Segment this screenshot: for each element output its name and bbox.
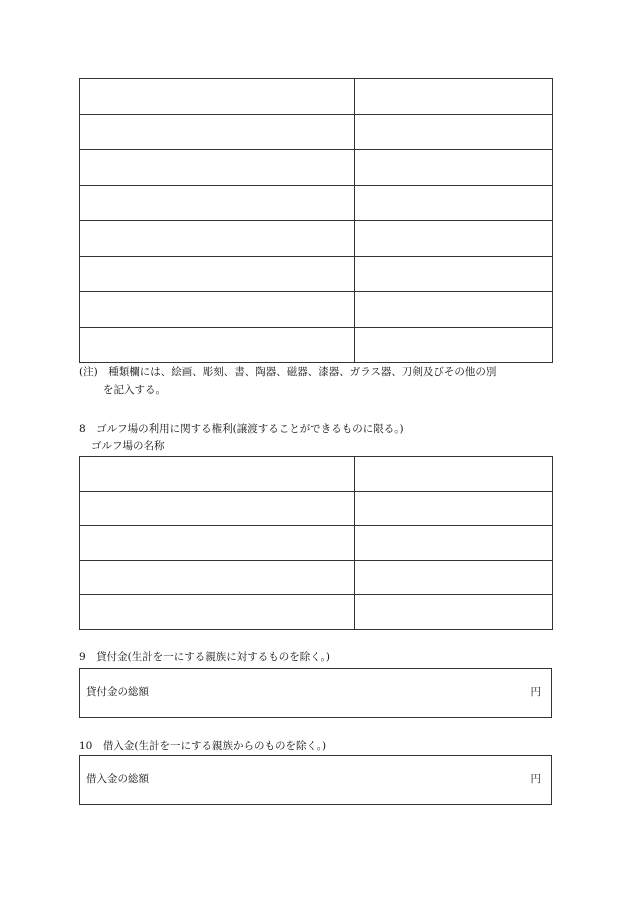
note-text-continued: を記入する。 — [103, 384, 166, 396]
table-cell[interactable] — [80, 114, 355, 150]
table-row — [80, 560, 553, 595]
table-cell[interactable] — [355, 79, 553, 115]
table-row — [80, 79, 553, 115]
table-cell[interactable] — [80, 457, 355, 492]
table-row — [80, 491, 553, 526]
loans-total-box[interactable] — [79, 668, 552, 718]
table-cell[interactable] — [355, 595, 553, 630]
table-row — [80, 595, 553, 630]
table-row — [80, 114, 553, 150]
table-cell[interactable] — [80, 185, 355, 221]
section-8-heading: 8 ゴルフ場の利用に関する権利(譲渡することができるものに限る。) — [79, 423, 404, 435]
note-text: (注) 種類欄には、絵画、彫刻、書、陶器、磁器、漆器、ガラス器、刀剣及びその他の別 — [79, 366, 497, 378]
table-cell[interactable] — [355, 526, 553, 561]
table-row — [80, 185, 553, 221]
table-row — [80, 150, 553, 186]
table-cell[interactable] — [80, 79, 355, 115]
yen-unit: 円 — [530, 773, 541, 785]
table-cell[interactable] — [355, 457, 553, 492]
golf-rights-table — [79, 456, 553, 630]
borrowings-total-label: 借入金の総額 — [86, 773, 149, 785]
table-cell[interactable] — [80, 595, 355, 630]
table-cell[interactable] — [80, 327, 355, 363]
loans-total-label: 貸付金の総額 — [86, 686, 149, 698]
table-row — [80, 292, 553, 328]
table-cell[interactable] — [355, 150, 553, 186]
table-cell[interactable] — [355, 185, 553, 221]
table-row — [80, 457, 553, 492]
yen-unit: 円 — [530, 686, 541, 698]
table-row — [80, 221, 553, 257]
table-cell[interactable] — [80, 526, 355, 561]
table-cell[interactable] — [355, 327, 553, 363]
table-cell[interactable] — [80, 256, 355, 292]
table-cell[interactable] — [355, 292, 553, 328]
table-cell[interactable] — [80, 292, 355, 328]
section-9-heading: 9 貸付金(生計を一にする親族に対するものを除く。) — [79, 651, 330, 663]
borrowings-total-box[interactable] — [79, 755, 552, 805]
table-cell[interactable] — [80, 221, 355, 257]
section-10-heading: 10 借入金(生計を一にする親族からのものを除く。) — [79, 740, 327, 752]
table-cell[interactable] — [355, 114, 553, 150]
items-table — [79, 78, 553, 363]
table-cell[interactable] — [355, 560, 553, 595]
table-row — [80, 526, 553, 561]
table-cell[interactable] — [80, 491, 355, 526]
table-cell[interactable] — [355, 256, 553, 292]
table-row — [80, 327, 553, 363]
table-cell[interactable] — [80, 150, 355, 186]
golf-course-name-label: ゴルフ場の名称 — [91, 440, 165, 452]
table-cell[interactable] — [80, 560, 355, 595]
table-row — [80, 256, 553, 292]
table-cell[interactable] — [355, 221, 553, 257]
table-cell[interactable] — [355, 491, 553, 526]
